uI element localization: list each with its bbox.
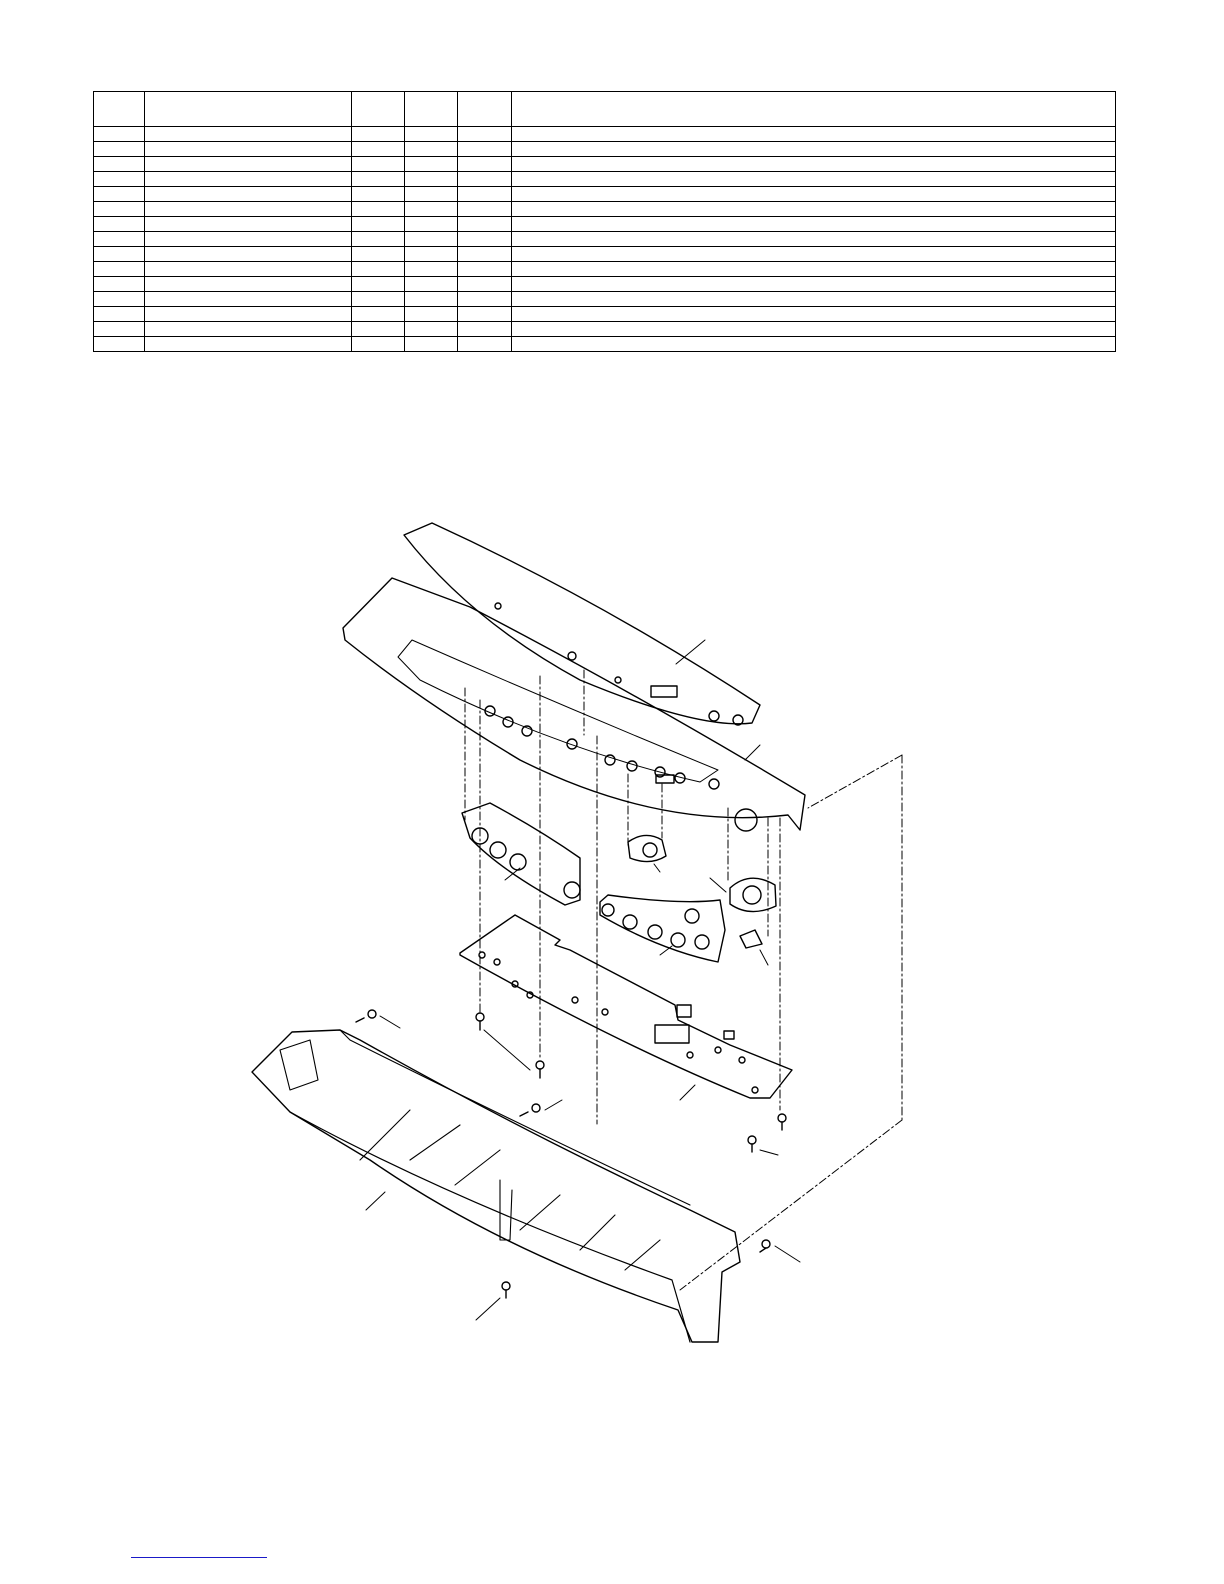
- table-cell: [145, 217, 352, 232]
- table-cell: [94, 217, 145, 232]
- table-row: [94, 277, 1116, 292]
- table-row: [94, 322, 1116, 337]
- table-cell: [352, 217, 405, 232]
- table-cell: [352, 337, 405, 352]
- table-cell: [405, 217, 458, 232]
- table-row: [94, 217, 1116, 232]
- screw: [520, 1100, 562, 1116]
- table-row: [94, 292, 1116, 307]
- table-row: [94, 337, 1116, 352]
- table-cell: [352, 202, 405, 217]
- table-cell: [352, 232, 405, 247]
- assembly-guide-lines: [465, 670, 902, 1290]
- table-cell: [145, 307, 352, 322]
- key-rubber-center: [600, 895, 725, 962]
- screw: [760, 1240, 800, 1262]
- table-cell: [458, 187, 512, 202]
- table-cell: [512, 247, 1116, 262]
- led-lens: [740, 930, 768, 965]
- table-cell: [94, 202, 145, 217]
- screws: [356, 1010, 800, 1320]
- table-cell: [458, 217, 512, 232]
- table-cell: [512, 322, 1116, 337]
- exploded-view-diagram: [0, 500, 1224, 1380]
- table-cell: [145, 277, 352, 292]
- table-cell: [352, 277, 405, 292]
- screw: [536, 1061, 544, 1078]
- table-cell: [458, 172, 512, 187]
- table-row: [94, 247, 1116, 262]
- table-cell: [512, 307, 1116, 322]
- table-cell: [458, 277, 512, 292]
- table-cell: [352, 127, 405, 142]
- table-cell: [458, 232, 512, 247]
- front-panel-cover: [343, 578, 805, 831]
- table-cell: [458, 307, 512, 322]
- table-cell: [458, 157, 512, 172]
- table-row: [94, 172, 1116, 187]
- table-cell: [458, 337, 512, 352]
- table-cell: [94, 307, 145, 322]
- table-cell: [94, 157, 145, 172]
- table-cell: [405, 292, 458, 307]
- table-row: [94, 157, 1116, 172]
- table-cell: [405, 322, 458, 337]
- header-cell: [405, 92, 458, 127]
- table-row: [94, 127, 1116, 142]
- table-cell: [145, 232, 352, 247]
- table-cell: [405, 307, 458, 322]
- table-cell: [352, 292, 405, 307]
- header-cell: [512, 92, 1116, 127]
- screw: [356, 1010, 400, 1028]
- table-row: [94, 262, 1116, 277]
- header-cell: [145, 92, 352, 127]
- table-row: [94, 232, 1116, 247]
- screw: [476, 1013, 484, 1030]
- screw: [778, 1114, 786, 1130]
- table-cell: [94, 232, 145, 247]
- table-cell: [94, 127, 145, 142]
- table-cell: [405, 202, 458, 217]
- table-cell: [94, 277, 145, 292]
- table-cell: [405, 247, 458, 262]
- table-cell: [512, 277, 1116, 292]
- table-row: [94, 142, 1116, 157]
- footer-rule: [131, 1557, 267, 1558]
- table-cell: [352, 307, 405, 322]
- table-row: [94, 202, 1116, 217]
- table-cell: [512, 157, 1116, 172]
- table-cell: [405, 172, 458, 187]
- header-cell: [458, 92, 512, 127]
- table-cell: [458, 322, 512, 337]
- table-cell: [405, 157, 458, 172]
- header-cell: [94, 92, 145, 127]
- table-cell: [352, 262, 405, 277]
- table-cell: [145, 157, 352, 172]
- table-cell: [94, 292, 145, 307]
- table-cell: [458, 142, 512, 157]
- table-cell: [94, 142, 145, 157]
- table-cell: [458, 247, 512, 262]
- table-cell: [512, 232, 1116, 247]
- table-row: [94, 187, 1116, 202]
- table-cell: [352, 247, 405, 262]
- table-cell: [458, 262, 512, 277]
- table-cell: [512, 202, 1116, 217]
- table-cell: [352, 187, 405, 202]
- table-cell: [94, 322, 145, 337]
- table-cell: [94, 172, 145, 187]
- table-cell: [145, 322, 352, 337]
- table-cell: [145, 142, 352, 157]
- table-cell: [145, 247, 352, 262]
- table-cell: [512, 217, 1116, 232]
- table-header-row: [94, 92, 1116, 127]
- front-panel-overlay: [404, 523, 760, 725]
- screw: [476, 1282, 510, 1320]
- table-cell: [352, 157, 405, 172]
- table-cell: [145, 127, 352, 142]
- knob-small: [628, 835, 666, 872]
- table-cell: [512, 172, 1116, 187]
- table-cell: [145, 202, 352, 217]
- control-pcb: [460, 915, 792, 1100]
- table-cell: [405, 262, 458, 277]
- table-cell: [458, 292, 512, 307]
- table-row: [94, 307, 1116, 322]
- table-cell: [145, 292, 352, 307]
- table-cell: [512, 337, 1116, 352]
- table-cell: [405, 277, 458, 292]
- table-cell: [94, 187, 145, 202]
- table-cell: [145, 187, 352, 202]
- table-cell: [352, 172, 405, 187]
- table-cell: [512, 262, 1116, 277]
- screw: [748, 1136, 756, 1152]
- table-cell: [512, 142, 1116, 157]
- table-cell: [512, 292, 1116, 307]
- table-cell: [352, 322, 405, 337]
- table-cell: [405, 232, 458, 247]
- table-cell: [94, 337, 145, 352]
- table-cell: [352, 142, 405, 157]
- header-cell: [352, 92, 405, 127]
- table-cell: [145, 337, 352, 352]
- front-bracket: [252, 1030, 740, 1342]
- table-cell: [94, 247, 145, 262]
- knob-large: [710, 878, 776, 912]
- table-cell: [405, 127, 458, 142]
- table-cell: [458, 127, 512, 142]
- table-cell: [145, 172, 352, 187]
- table-cell: [145, 262, 352, 277]
- table-cell: [405, 337, 458, 352]
- table-cell: [512, 187, 1116, 202]
- table-cell: [405, 142, 458, 157]
- table-cell: [458, 202, 512, 217]
- table-cell: [94, 262, 145, 277]
- table-cell: [405, 187, 458, 202]
- table-cell: [512, 127, 1116, 142]
- parts-list-table: [93, 91, 1116, 352]
